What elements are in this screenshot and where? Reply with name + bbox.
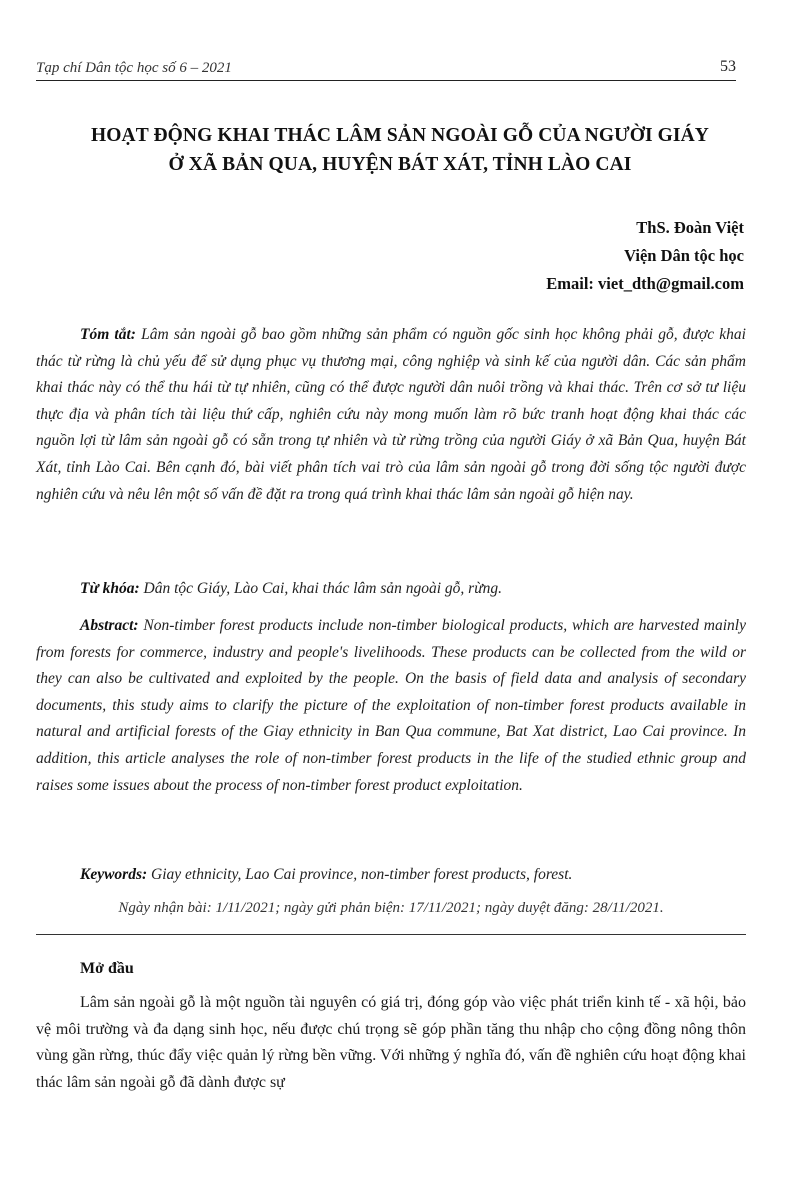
keywords-vi [36, 576, 746, 603]
intro-heading: Mở đầu [80, 960, 134, 977]
author-institution: Viện Dân tộc học [624, 246, 744, 265]
keywords-vi-label: Từ khóa: [80, 580, 140, 597]
keywords-en-label: Keywords: [80, 866, 148, 883]
abstract-label: Abstract: [80, 617, 139, 634]
abstract-en [36, 613, 746, 799]
title-line-1: HOẠT ĐỘNG KHAI THÁC LÂM SẢN NGOÀI GỖ CỦA NGƯỜI GIÁY [91, 125, 709, 146]
title-line-2: Ở XÃ BẢN QUA, HUYỆN BÁT XÁT, TỈNH LÀO CAI [168, 154, 632, 175]
keywords-en-text: Giay ethnicity, Lao Cai province, non-timber forest products, forest. [151, 866, 573, 883]
summary-text: Lâm sản ngoài gỗ bao gồm những sản phẩm có nguồn gốc sinh học không phải gỗ, được khai thác từ rừng là chủ yếu để sử dụng phục vụ thương mại, công nghiệp và sinh kế của người dân. Các sản phẩm khai thác này có thể thu hái từ tự nhiên, cũng có thể được người dân nuôi trồng và khai thác. Trên cơ sở tư liệu thực địa và phân tích tài liệu thứ cấp, nghiên cứu này mong muốn làm rõ bức tranh hoạt động khai thác các nguồn lợi từ lâm sản ngoài gỗ có sẵn trong tự nhiên và từ rừng trồng của người Giáy ở xã Bản Qua, huyện Bát Xát, tỉnh Lào Cai. Bên cạnh đó, bài viết phân tích vai trò của lâm sản ngoài gỗ trong đời sống tộc người được nghiên cứu và nêu lên một số vấn đề đặt ra trong quá trình khai thác lâm sản ngoài gỗ hiện nay. [36, 326, 746, 503]
running-header [36, 56, 736, 81]
author-block [546, 214, 744, 298]
keywords-en [36, 862, 746, 889]
keywords-vi-text: Dân tộc Giáy, Lào Cai, khai thác lâm sản ngoài gỗ, rừng. [143, 580, 503, 597]
author-name: ThS. Đoàn Việt [636, 218, 744, 237]
article-title [30, 121, 770, 179]
journal-name: Tạp chí Dân tộc học số 6 – 2021 [36, 60, 232, 76]
summary-vi [36, 322, 746, 508]
summary-label: Tóm tắt: [80, 326, 136, 343]
section-divider [36, 934, 746, 935]
submission-dates: Ngày nhận bài: 1/11/2021; ngày gửi phản biện: 17/11/2021; ngày duyệt đăng: 28/11/2021. [118, 900, 664, 916]
page-number: 53 [720, 58, 736, 75]
author-email[interactable]: Email: viet_dth@gmail.com [546, 274, 744, 293]
intro-paragraph: Lâm sản ngoài gỗ là một nguồn tài nguyên có giá trị, đóng góp vào việc phát triển kinh tế - xã hội, bảo vệ môi trường và đa dạng sinh học, nếu được chú trọng sẽ góp phần tăng thu nhập cho cộng đồng nông thôn vùng gần rừng, thúc đẩy việc quản lý rừng bền vững. Với những ý nghĩa đó, vấn đề nghiên cứu hoạt động khai thác lâm sản ngoài gỗ đã dành được sự [36, 994, 746, 1091]
abstract-text: Non-timber forest products include non-timber biological products, which are harvested mainly from forests for commerce, industry and people's livelihoods. These products can be collected from the wild or they can also be cultivated and exploited by the people. On the basis of field data and analysis of secondary documents, this study aims to clarify the picture of the exploitation of non-timber forest products available in natural and artificial forests of the Giay ethnicity in Ban Qua commune, Bat Xat district, Lao Cai province. In addition, this article analyses the role of non-timber forest products in the life of the studied ethnic group and raises some issues about the process of non-timber forest product exploitation. [36, 617, 746, 794]
